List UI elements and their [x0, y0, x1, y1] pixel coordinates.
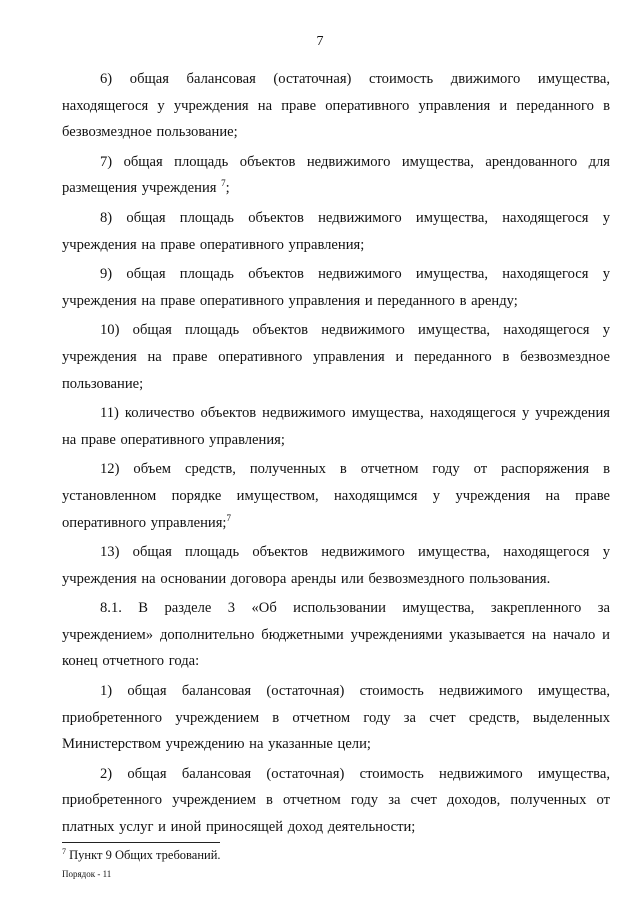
footnote-divider: [62, 842, 220, 843]
paragraph-item-13: 13) общая площадь объектов недвижимого имущества, находящегося у учреждения на основании договора аренды или безвозмездного пользования.: [62, 544, 610, 587]
paragraph-subitem-2: 2) общая балансовая (остаточная) стоимость недвижимого имущества, приобретенного учреждением в отчетном году за счет доходов, полученных от платных услуг и иной приносящей доход деятельности;: [62, 765, 610, 836]
paragraph-item-7: 7) общая площадь объектов недвижимого имущества, арендованного для размещения учреждения $^7$;: [62, 153, 610, 197]
paragraph-subitem-1: 1) общая балансовая (остаточная) стоимость недвижимого имущества, приобретенного учреждением в отчетном году за счет средств, выделенных Министерством учреждению на указанные цели;: [62, 683, 610, 753]
paragraph-item-6: 6) общая балансовая (остаточная) стоимость движимого имущества, находящегося у учреждения на праве оперативного управления и переданного в безвозмездное пользование;: [62, 71, 610, 141]
footnote-marker: 7: [62, 847, 66, 856]
page-number: 7: [316, 34, 324, 49]
footnote-ref: 7: [226, 512, 231, 523]
paragraph-item-8: 8) общая площадь объектов недвижимого имущества, находящегося у учреждения на праве оперативного управления;: [62, 209, 610, 253]
footnote-ref: 7: [221, 178, 226, 189]
document-code: Порядок - 11: [62, 869, 112, 879]
footnote: [62, 847, 221, 863]
paragraph-item-9: 9) общая площадь объектов недвижимого имущества, находящегося у учреждения на праве оперативного управления и переданного в аренду;: [62, 266, 610, 309]
footnote-text: Пункт 9 Общих требований.: [69, 848, 221, 862]
paragraph-item-12: 12) объем средств, полученных в отчетном году от распоряжения в установленном порядке имуществом, находящимся у учреждения на праве оперативного управления;$^7$: [62, 461, 610, 531]
paragraph-section-8-1: 8.1. В разделе 3 «Об использовании имущества, закрепленного за учреждением» дополнительно бюджетными учреждениями указывается на начало и конец отчетного года:: [62, 600, 610, 670]
document-body: [62, 66, 610, 844]
paragraph-item-11: 11) количество объектов недвижимого имущества, находящегося у учреждения на праве оперативного управления;: [62, 405, 610, 448]
paragraph-item-10: 10) общая площадь объектов недвижимого имущества, находящегося у учреждения на праве оперативного управления и переданного в безвозмездное пользование;: [62, 322, 610, 392]
